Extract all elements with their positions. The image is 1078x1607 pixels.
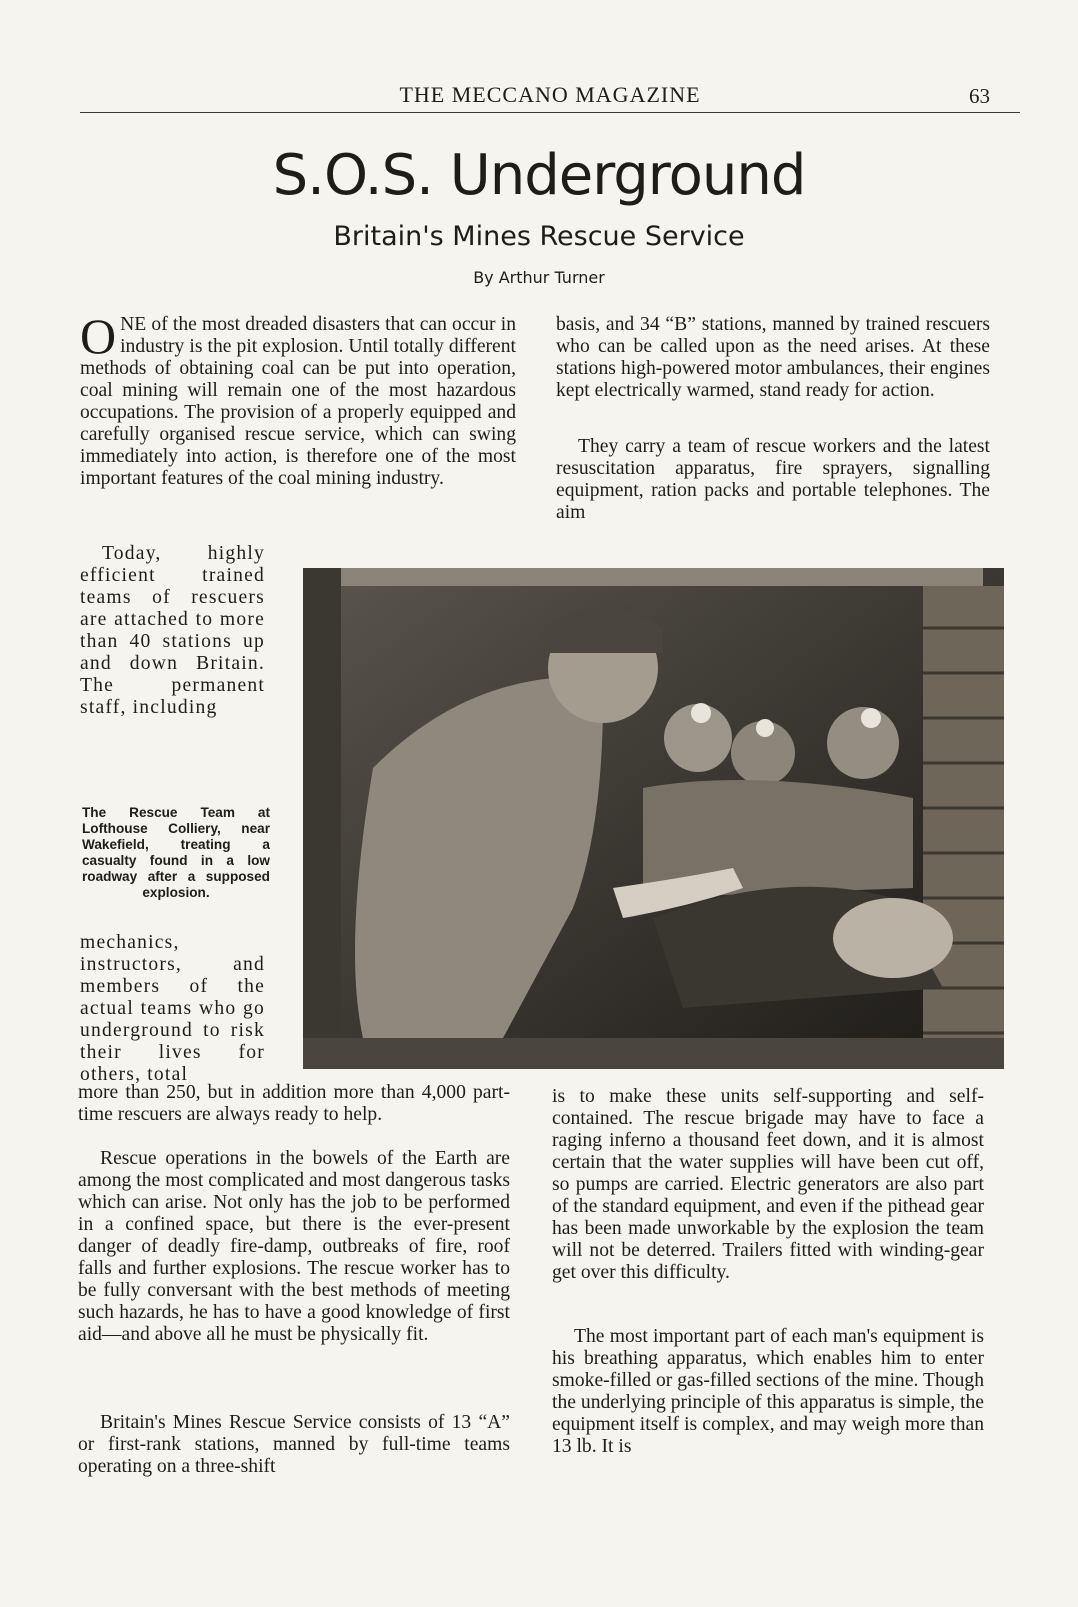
paragraph-right-basis: basis, and 34 “B” stations, manned by trained rescuers who can be called upon as the need arises. At these stations high-powered motor ambulances, their engines kept electrically warmed, stand ready for action. [556, 314, 990, 401]
photo-caption: The Rescue Team at Lofthouse Colliery, near Wakefield, treating a casualty found in a low roadway after a supposed explosion. [82, 805, 270, 900]
roadway-floor [303, 1038, 1004, 1069]
page-number: 63 [969, 84, 990, 108]
rescuers-group [643, 703, 913, 898]
running-title: THE MECCANO MAGAZINE [399, 82, 701, 107]
brick-wall [923, 586, 1004, 1069]
paragraph-left-hazards: Rescue operations in the bowels of the Earth are among the most complicated and most dangerous tasks which can arise. Not only has the job to be performed in a confined space, but there is the ever-present danger of deadly fire-damp, outbreaks of fire, roof falls and further explosions. The rescue worker has to be fully conversant with the best methods of meeting such hazards, he has to have a good knowledge of first aid—and above all he must be physically fit. [78, 1148, 510, 1345]
drop-cap: O [80, 308, 117, 364]
paragraph-left-continued: more than 250, but in addition more than 4,000 part-time rescuers are always ready to help. [78, 1082, 510, 1125]
paragraph-intro [80, 308, 516, 490]
article-byline: By Arthur Turner [473, 268, 605, 287]
rescue-team-illustration [303, 568, 1004, 1069]
paragraph-narrow-top: Today, highly efficient trained teams of rescuers are attached to more than 40 stations up and down Britain. The permanent staff, including [80, 543, 265, 718]
article-title: S.O.S. Underground [272, 143, 806, 208]
article-subtitle: Britain's Mines Rescue Service [333, 221, 745, 252]
left-pillar [303, 568, 341, 1069]
rescue-team-photo [303, 568, 1004, 1069]
paragraph-right-breathing: The most important part of each man's equipment is his breathing apparatus, which enables him to enter smoke-filled or gas-filled sections of the mine. Though the underlying principle of this apparatus is simple, the equipment itself is complex, and may weigh more than 13 lb. It is [552, 1326, 984, 1457]
roof-beam [333, 568, 983, 586]
paragraph-narrow-bottom: mechanics, instructors, and members of the actual teams who go underground to risk their lives for others, total [80, 932, 265, 1085]
paragraph-left-stations: Britain's Mines Rescue Service consists of 13 “A” or first-rank stations, manned by full-time teams operating on a three-shift [78, 1412, 510, 1477]
page-header [80, 80, 1020, 113]
paragraph-right-units: is to make these units self-supporting and self-contained. The rescue brigade may have to face a raging inferno a thousand feet down, and it is almost certain that the water supplies will have been cut off, so pumps are carried. Electric generators are also part of the standard equipment, and even if the pithead gear has been made unworkable by the explosion the team will not be deterred. Trailers fitted with winding-gear get over this difficulty. [552, 1086, 984, 1283]
paragraph-right-equipment: They carry a team of rescue workers and the latest resuscitation apparatus, fire sprayers, signalling equipment, ration packs and portable telephones. The aim [556, 436, 990, 523]
paragraph-intro-text: NE of the most dreaded disasters that can occur in industry is the pit explosion. Until totally different methods of obtaining coal can be put into operation, coal mining will remain one of the most hazardous occupations. The provision of a properly equipped and carefully organised rescue service, which can swing immediately into action, is therefore one of the most important features of the coal mining industry. [80, 314, 516, 489]
